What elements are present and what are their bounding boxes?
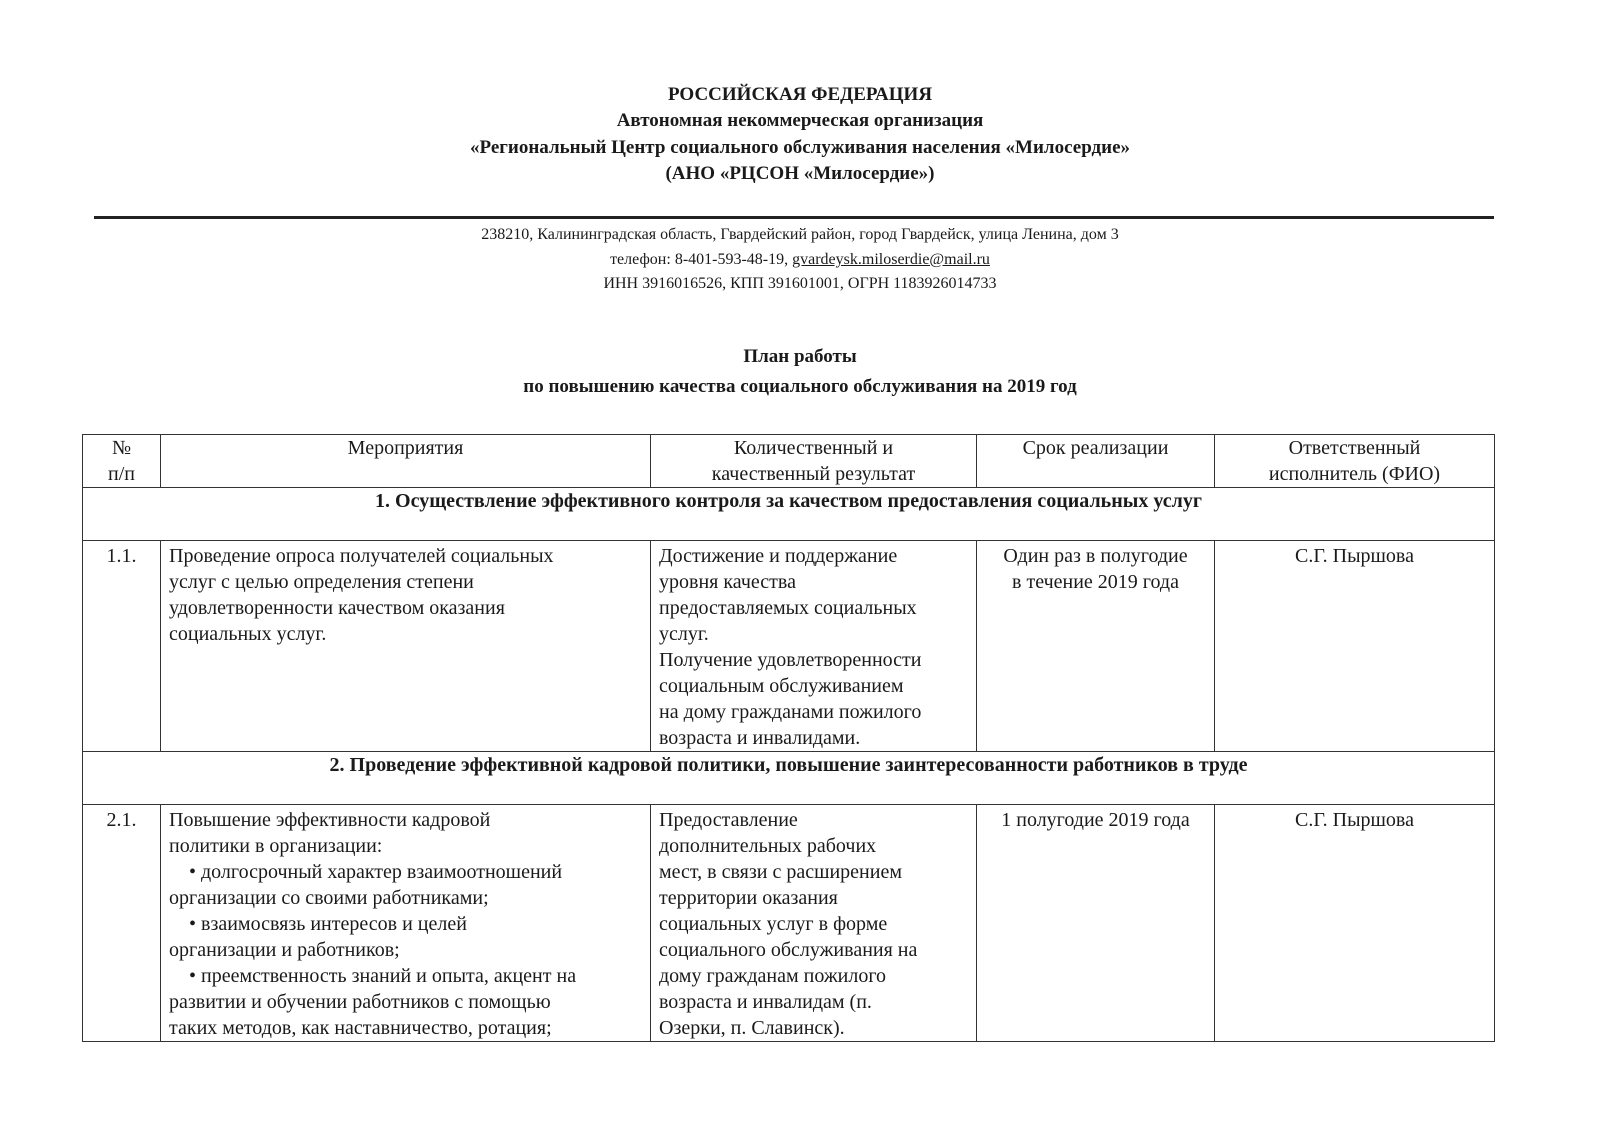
org-email-link[interactable]: gvardeysk.miloserdie@mail.ru <box>792 251 990 268</box>
header-result-line: Количественный и <box>733 437 894 459</box>
org-short-name: (АНО «РЦСОН «Милосердие») <box>665 163 935 184</box>
section-row <box>83 488 1495 541</box>
result-line: Достижение и поддержание <box>659 545 898 567</box>
row-result <box>651 805 977 1042</box>
row-term <box>977 541 1215 752</box>
activity-bullet: • взаимосвязь интересов и целей <box>189 913 467 935</box>
table-row <box>83 541 1495 752</box>
activity-bullet: • долгосрочный характер взаимоотношений <box>189 861 563 883</box>
result-line: социального обслуживания на <box>659 939 918 961</box>
header-result-line: качественный результат <box>711 463 916 485</box>
header-term: Срок реализации <box>977 435 1215 488</box>
header-responsible-line: Ответственный <box>1288 437 1421 459</box>
activity-line: удовлетворенности качеством оказания <box>169 597 505 619</box>
org-type-heading: Автономная некоммерческая организация <box>616 110 984 131</box>
result-line: дополнительных рабочих <box>659 835 877 857</box>
row-responsible: С.Г. Пыршова <box>1215 805 1495 1042</box>
activity-line: политики в организации: <box>169 835 383 857</box>
section-row <box>83 752 1495 805</box>
term-line: 1 полугодие 2019 года <box>1001 809 1190 831</box>
result-line: территории оказания <box>659 887 838 909</box>
result-line: Получение удовлетворенности <box>659 649 922 671</box>
country-heading: РОССИЙСКАЯ ФЕДЕРАЦИЯ <box>667 84 933 105</box>
org-phone: телефон: 8-401-593-48-19, <box>610 251 793 268</box>
document-title: План работы <box>743 346 857 367</box>
result-line: предоставляемых социальных <box>659 597 917 619</box>
result-line: дому гражданам пожилого <box>659 965 887 987</box>
result-line: Озерки, п. Славинск). <box>659 1017 845 1039</box>
activity-line: услуг с целью определения степени <box>169 571 474 593</box>
result-line: социальным обслуживанием <box>659 675 904 697</box>
section-title: 1. Осуществление эффективного контроля за качеством предоставления социальных услуг <box>83 488 1495 541</box>
letterhead-divider <box>94 216 1494 219</box>
table-header-row <box>83 435 1495 488</box>
header-result <box>651 435 977 488</box>
work-plan-table <box>82 434 1495 1042</box>
activity-bullet-continuation: развитии и обучении работников с помощью <box>169 991 551 1013</box>
row-activity <box>161 805 651 1042</box>
org-registration-ids: ИНН 3916016526, КПП 391601001, ОГРН 1183926014733 <box>603 275 997 292</box>
activity-bullet-continuation: организации и работников; <box>169 939 400 961</box>
section-title: 2. Проведение эффективной кадровой политики, повышение заинтересованности работников в труде <box>83 752 1495 805</box>
header-responsible-line: исполнитель (ФИО) <box>1268 463 1441 485</box>
activity-line: социальных услуг. <box>169 623 327 645</box>
header-num-line: п/п <box>108 463 135 485</box>
result-line: Предоставление <box>659 809 798 831</box>
activity-line: Проведение опроса получателей социальных <box>169 545 554 567</box>
term-line: в течение 2019 года <box>1012 571 1179 593</box>
result-line: социальных услуг в форме <box>659 913 888 935</box>
org-name-heading: «Региональный Центр социального обслуживания населения «Милосердие» <box>469 137 1131 158</box>
row-activity <box>161 541 651 752</box>
row-responsible: С.Г. Пыршова <box>1215 541 1495 752</box>
result-line: уровня качества <box>659 571 796 593</box>
header-responsible <box>1215 435 1495 488</box>
header-num-line: № <box>111 437 132 459</box>
activity-line: таких методов, как наставничество, ротация; <box>169 1017 552 1039</box>
org-address: 238210, Калининградская область, Гвардейский район, город Гвардейск, улица Ленина, дом 3 <box>481 226 1119 243</box>
document-subtitle: по повышению качества социального обслуживания на 2019 год <box>523 376 1077 397</box>
result-line: услуг. <box>659 623 709 645</box>
activity-line: Повышение эффективности кадровой <box>169 809 491 831</box>
result-line: мест, в связи с расширением <box>659 861 902 883</box>
row-number: 2.1. <box>83 805 161 1042</box>
result-line: возраста и инвалидам (п. <box>659 991 872 1013</box>
header-activity: Мероприятия <box>161 435 651 488</box>
org-contacts <box>0 247 1600 272</box>
activity-bullet-continuation: организации со своими работниками; <box>169 887 489 909</box>
row-number: 1.1. <box>83 541 161 752</box>
row-result <box>651 541 977 752</box>
term-line: Один раз в полугодие <box>1003 545 1188 567</box>
result-line: возраста и инвалидами. <box>659 727 861 749</box>
row-term <box>977 805 1215 1042</box>
header-num <box>83 435 161 488</box>
activity-bullet: • преемственность знаний и опыта, акцент на <box>189 965 577 987</box>
table-row <box>83 805 1495 1042</box>
result-line: на дому гражданами пожилого <box>659 701 922 723</box>
